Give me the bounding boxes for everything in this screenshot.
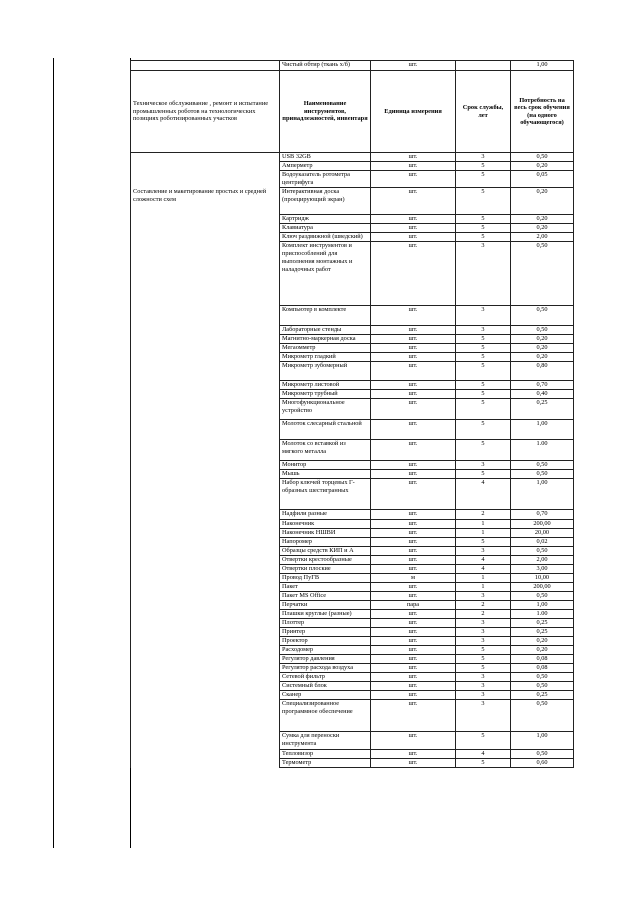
item-name: Микрометр гладкий	[280, 353, 371, 362]
item-term: 5	[456, 759, 511, 768]
column-header-name: Наименование инструментов, принадлежностей, инвентаря	[280, 71, 371, 153]
section-cell	[131, 353, 280, 362]
item-unit: шт.	[371, 529, 456, 538]
section-cell	[131, 538, 280, 547]
table-row	[131, 344, 574, 353]
item-unit: шт.	[371, 750, 456, 759]
item-unit: шт.	[371, 461, 456, 470]
item-name: Ключ раздвижной (шведский)	[280, 233, 371, 242]
item-need: 10,00	[511, 574, 574, 583]
section-cell	[131, 162, 280, 171]
table-row	[131, 601, 574, 610]
item-need: 200,00	[511, 520, 574, 529]
table-row	[131, 420, 574, 440]
item-name: USB 32GB	[280, 153, 371, 162]
item-unit: шт.	[371, 233, 456, 242]
item-need: 0,02	[511, 538, 574, 547]
item-term: 3	[456, 592, 511, 601]
item-need: 0,70	[511, 510, 574, 520]
section-cell	[131, 362, 280, 381]
item-term: 5	[456, 538, 511, 547]
item-need: 0,50	[511, 242, 574, 306]
table-row	[131, 565, 574, 574]
item-need: 0,20	[511, 344, 574, 353]
item-term: 5	[456, 420, 511, 440]
item-term: 4	[456, 750, 511, 759]
section-cell	[131, 700, 280, 732]
item-term: 5	[456, 381, 511, 390]
item-need: 1.00	[511, 440, 574, 461]
item-term: 5	[456, 188, 511, 215]
section-cell	[131, 390, 280, 399]
section-cell	[131, 610, 280, 619]
section-cell	[131, 655, 280, 664]
item-need: 0,25	[511, 399, 574, 420]
item-name: Образцы средств КИП и А	[280, 547, 371, 556]
item-name: Тепловизор	[280, 750, 371, 759]
table-row	[131, 61, 574, 71]
item-name: Комплект инструментов и приспособлений для выполнения монтажных и наладочных работ	[280, 242, 371, 306]
item-need: 0,50	[511, 470, 574, 479]
section-cell	[131, 306, 280, 326]
item-term: 5	[456, 171, 511, 188]
table-row	[131, 510, 574, 520]
table-row	[131, 646, 574, 655]
table-row	[131, 224, 574, 233]
table-row	[131, 171, 574, 188]
item-unit: шт.	[371, 673, 456, 682]
item-need: 1,00	[511, 61, 574, 71]
item-name: Регулятор давления	[280, 655, 371, 664]
item-unit: шт.	[371, 759, 456, 768]
column-header-unit: Единица измерения	[371, 71, 456, 153]
table-row	[131, 381, 574, 390]
item-term: 5	[456, 664, 511, 673]
section-cell	[131, 224, 280, 233]
table-row	[131, 610, 574, 619]
item-term: 3	[456, 306, 511, 326]
item-need: 200,00	[511, 583, 574, 592]
item-unit: шт.	[371, 162, 456, 171]
item-term: 5	[456, 215, 511, 224]
item-term: 5	[456, 353, 511, 362]
item-name: Термометр	[280, 759, 371, 768]
section-cell	[131, 673, 280, 682]
item-need: 0,20	[511, 162, 574, 171]
table-row	[131, 188, 574, 215]
section-cell	[131, 547, 280, 556]
table-row	[131, 153, 574, 162]
table-row	[131, 326, 574, 335]
item-need: 20,00	[511, 529, 574, 538]
item-name: Набор ключей торцевых Г-образных шестигранных	[280, 479, 371, 510]
item-unit: шт.	[371, 399, 456, 420]
item-need: 3,00	[511, 565, 574, 574]
section-cell	[131, 574, 280, 583]
item-need: 0,20	[511, 637, 574, 646]
item-unit: шт.	[371, 547, 456, 556]
item-name: Проектор	[280, 637, 371, 646]
section-cell	[131, 529, 280, 538]
table-row	[131, 362, 574, 381]
item-term: 1	[456, 529, 511, 538]
item-name: Магнитно-маркерная доска	[280, 335, 371, 344]
item-term: 3	[456, 691, 511, 700]
item-term: 1	[456, 583, 511, 592]
item-need: 0,50	[511, 306, 574, 326]
item-unit: шт.	[371, 171, 456, 188]
table-row	[131, 470, 574, 479]
item-term	[456, 61, 511, 71]
item-unit: шт.	[371, 556, 456, 565]
item-unit: шт.	[371, 682, 456, 691]
section-cell	[131, 691, 280, 700]
section-cell	[131, 215, 280, 224]
item-term: 5	[456, 335, 511, 344]
section-cell	[131, 565, 280, 574]
item-term: 3	[456, 700, 511, 732]
section-cell	[131, 583, 280, 592]
item-name: Отвертки крестообразные	[280, 556, 371, 565]
item-need: 1.00	[511, 610, 574, 619]
item-term: 5	[456, 470, 511, 479]
item-unit: шт.	[371, 637, 456, 646]
section-cell	[131, 510, 280, 520]
table-row	[131, 628, 574, 637]
section-cell	[131, 440, 280, 461]
item-name: Монитор	[280, 461, 371, 470]
section-cell	[131, 344, 280, 353]
item-term: 2	[456, 601, 511, 610]
item-term: 4	[456, 565, 511, 574]
table-header-row	[131, 71, 574, 153]
section-cell	[131, 664, 280, 673]
item-name: Наконечник НШВИ	[280, 529, 371, 538]
item-unit: пара	[371, 601, 456, 610]
item-unit: шт.	[371, 362, 456, 381]
item-term: 3	[456, 153, 511, 162]
item-need: 0,25	[511, 628, 574, 637]
item-term: 3	[456, 628, 511, 637]
section-cell	[131, 556, 280, 565]
item-name: Принтер	[280, 628, 371, 637]
section-cell	[131, 242, 280, 306]
section-cell	[131, 759, 280, 768]
item-unit: шт.	[371, 153, 456, 162]
item-term: 5	[456, 646, 511, 655]
item-name: Пакет	[280, 583, 371, 592]
item-need: 1,00	[511, 601, 574, 610]
table-row	[131, 233, 574, 242]
item-term: 3	[456, 547, 511, 556]
item-name: Провод ПуГВ	[280, 574, 371, 583]
table-row	[131, 700, 574, 732]
table-row	[131, 619, 574, 628]
item-unit: шт.	[371, 732, 456, 750]
table-row	[131, 306, 574, 326]
item-name: Микрометр трубный	[280, 390, 371, 399]
item-name: Мегаомметр	[280, 344, 371, 353]
item-term: 1	[456, 574, 511, 583]
item-name: Системный блок	[280, 682, 371, 691]
item-name: Сканер	[280, 691, 371, 700]
item-need: 0,05	[511, 171, 574, 188]
item-need: 0,50	[511, 750, 574, 759]
section-cell	[131, 470, 280, 479]
table-row	[131, 664, 574, 673]
item-term: 3	[456, 619, 511, 628]
item-unit: шт.	[371, 510, 456, 520]
item-need: 0,40	[511, 390, 574, 399]
item-name: Микрометр зубомерный	[280, 362, 371, 381]
item-unit: шт.	[371, 381, 456, 390]
table-row	[131, 637, 574, 646]
item-unit: шт.	[371, 565, 456, 574]
item-need: 0,50	[511, 682, 574, 691]
item-term: 5	[456, 362, 511, 381]
item-term: 3	[456, 637, 511, 646]
item-name: Расходомер	[280, 646, 371, 655]
section-cell	[131, 646, 280, 655]
item-term: 2	[456, 510, 511, 520]
table-row	[131, 529, 574, 538]
item-need: 0,50	[511, 326, 574, 335]
item-term: 3	[456, 242, 511, 306]
item-need: 0,80	[511, 362, 574, 381]
item-unit: шт.	[371, 188, 456, 215]
item-name: Многофункциональное устройство	[280, 399, 371, 420]
item-unit: шт.	[371, 215, 456, 224]
section-cell	[131, 619, 280, 628]
table-row	[131, 691, 574, 700]
item-name: Интерактивная доска (проецирующий экран)	[280, 188, 371, 215]
table-row	[131, 520, 574, 529]
section-cell	[131, 399, 280, 420]
section-cell	[131, 461, 280, 470]
item-need: 0,50	[511, 461, 574, 470]
item-unit: шт.	[371, 335, 456, 344]
item-term: 5	[456, 233, 511, 242]
item-name: Амперметр	[280, 162, 371, 171]
table-row	[131, 479, 574, 510]
item-unit: шт.	[371, 619, 456, 628]
item-need: 0,08	[511, 655, 574, 664]
item-name: Отвертки плоские	[280, 565, 371, 574]
table-row	[131, 390, 574, 399]
item-unit: шт.	[371, 700, 456, 732]
item-name: Лабораторные стенды	[280, 326, 371, 335]
section-cell	[131, 61, 280, 71]
item-unit: шт.	[371, 306, 456, 326]
table-row	[131, 682, 574, 691]
table-row	[131, 242, 574, 306]
item-name: Молоток слесарный стальной	[280, 420, 371, 440]
section-cell	[131, 628, 280, 637]
item-need: 0,50	[511, 700, 574, 732]
item-need: 0,50	[511, 592, 574, 601]
item-need: 2,00	[511, 556, 574, 565]
item-need: 0,20	[511, 215, 574, 224]
left-margin-line	[53, 58, 54, 848]
table-row	[131, 583, 574, 592]
item-term: 3	[456, 461, 511, 470]
item-need: 1,00	[511, 420, 574, 440]
section-cell	[131, 326, 280, 335]
item-need: 0,20	[511, 353, 574, 362]
column-header-need: Потребность на весь срок обучения (на одного обучающегося)	[511, 71, 574, 153]
item-unit: шт.	[371, 224, 456, 233]
item-term: 4	[456, 479, 511, 510]
item-need: 0,20	[511, 335, 574, 344]
item-name: Плашки круглые (разные)	[280, 610, 371, 619]
item-unit: м	[371, 574, 456, 583]
item-need: 1,00	[511, 732, 574, 750]
item-name: Чистый обтир (ткань х/б)	[280, 61, 371, 71]
section-cell	[131, 171, 280, 188]
section-cell	[131, 233, 280, 242]
item-unit: шт.	[371, 628, 456, 637]
item-term: 5	[456, 162, 511, 171]
section-cell	[131, 592, 280, 601]
item-unit: шт.	[371, 520, 456, 529]
item-need: 0,20	[511, 188, 574, 215]
item-name: Напоромер	[280, 538, 371, 547]
item-need: 0,50	[511, 153, 574, 162]
item-unit: шт.	[371, 664, 456, 673]
item-name: Картридж	[280, 215, 371, 224]
item-unit: шт.	[371, 326, 456, 335]
item-term: 5	[456, 224, 511, 233]
table-row	[131, 547, 574, 556]
table-row	[131, 461, 574, 470]
table-row	[131, 215, 574, 224]
section-cell	[131, 732, 280, 750]
item-need: 0,50	[511, 547, 574, 556]
table-row	[131, 592, 574, 601]
item-term: 3	[456, 682, 511, 691]
item-term: 2	[456, 610, 511, 619]
item-name: Плоттер	[280, 619, 371, 628]
table-row	[131, 759, 574, 768]
item-need: 0,20	[511, 646, 574, 655]
item-name: Сумка для переноски инструмента	[280, 732, 371, 750]
section-cell	[131, 637, 280, 646]
column-header-term: Срок службы, лет	[456, 71, 511, 153]
item-need: 0,08	[511, 664, 574, 673]
table-row	[131, 353, 574, 362]
section-cell	[131, 520, 280, 529]
item-unit: шт.	[371, 655, 456, 664]
table-row	[131, 335, 574, 344]
item-unit: шт.	[371, 610, 456, 619]
item-term: 1	[456, 520, 511, 529]
item-term: 5	[456, 344, 511, 353]
item-unit: шт.	[371, 390, 456, 399]
item-need: 0,25	[511, 691, 574, 700]
table-row	[131, 399, 574, 420]
item-need: 0,70	[511, 381, 574, 390]
item-name: Специализированное программное обеспечение	[280, 700, 371, 732]
section-cell	[131, 153, 280, 162]
item-unit: шт.	[371, 479, 456, 510]
item-name: Водоуказатель ротометра центрифуга	[280, 171, 371, 188]
item-unit: шт.	[371, 646, 456, 655]
table-row	[131, 732, 574, 750]
item-need: 0,20	[511, 224, 574, 233]
item-term: 5	[456, 399, 511, 420]
item-unit: шт.	[371, 691, 456, 700]
item-name: Молоток со вставкой из мягкого металла	[280, 440, 371, 461]
item-unit: шт.	[371, 470, 456, 479]
item-name: Перчатки	[280, 601, 371, 610]
section-cell	[131, 335, 280, 344]
item-term: 5	[456, 390, 511, 399]
item-term: 3	[456, 326, 511, 335]
item-unit: шт.	[371, 242, 456, 306]
item-need: 2,00	[511, 233, 574, 242]
item-name: Мышь	[280, 470, 371, 479]
item-unit: шт.	[371, 538, 456, 547]
item-name: Микрометр листовой	[280, 381, 371, 390]
item-term: 4	[456, 556, 511, 565]
table-row	[131, 556, 574, 565]
item-name: Пакет MS Office	[280, 592, 371, 601]
item-term: 5	[456, 655, 511, 664]
table-row	[131, 440, 574, 461]
item-need: 1,00	[511, 479, 574, 510]
table-row	[131, 162, 574, 171]
section-cell	[131, 479, 280, 510]
item-need: 0,50	[511, 673, 574, 682]
section-cell	[131, 381, 280, 390]
item-name: Компьютер в комплекте	[280, 306, 371, 326]
table-row	[131, 574, 574, 583]
item-unit: шт.	[371, 420, 456, 440]
item-unit: шт.	[371, 440, 456, 461]
item-unit: шт.	[371, 583, 456, 592]
table-row	[131, 673, 574, 682]
item-unit: шт.	[371, 592, 456, 601]
section-cell	[131, 601, 280, 610]
section-cell	[131, 682, 280, 691]
section-cell	[131, 420, 280, 440]
item-name: Сетевой фильтр	[280, 673, 371, 682]
item-need: 0,60	[511, 759, 574, 768]
item-name: Надфили разные	[280, 510, 371, 520]
item-term: 5	[456, 732, 511, 750]
item-unit: шт.	[371, 353, 456, 362]
item-term: 5	[456, 440, 511, 461]
table-row	[131, 750, 574, 759]
item-name: Регулятор расхода воздуха	[280, 664, 371, 673]
item-term: 3	[456, 673, 511, 682]
item-unit: шт.	[371, 61, 456, 71]
equipment-table	[130, 60, 574, 768]
item-unit: шт.	[371, 344, 456, 353]
item-name: Клавиатура	[280, 224, 371, 233]
section-cell	[131, 750, 280, 759]
section-title: Техническое обслуживание , ремонт и испытание промышленных роботов на технологических позициях роботизированных участков	[131, 71, 280, 153]
table-row	[131, 655, 574, 664]
table-row	[131, 538, 574, 547]
section-title-2: Составление и макетирование простых и средней сложности схем	[131, 188, 280, 215]
item-need: 0,25	[511, 619, 574, 628]
item-name: Наконечник	[280, 520, 371, 529]
